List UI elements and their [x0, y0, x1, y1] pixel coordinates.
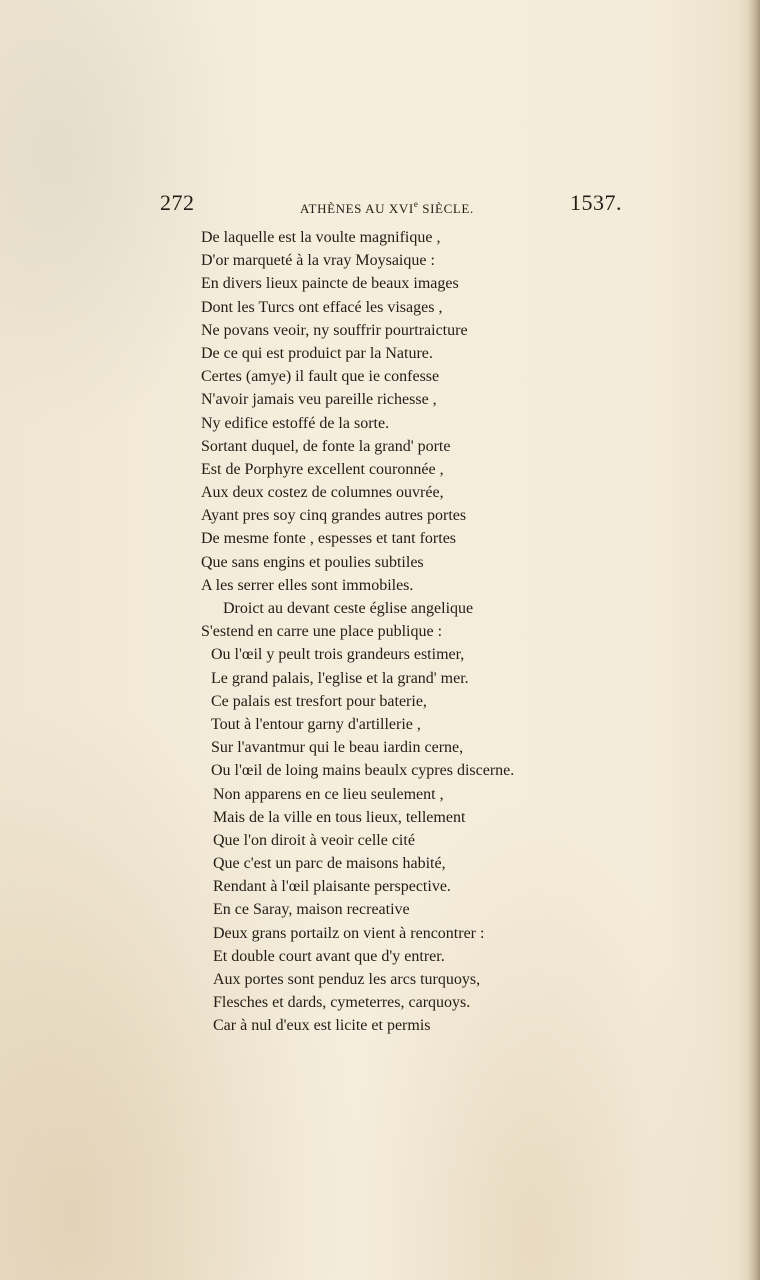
verse-line: Ou l'œil de loing mains beaulx cypres discerne.: [211, 762, 515, 780]
verse-line: A les serrer elles sont immobiles.: [201, 576, 414, 594]
verse-line: Ce palais est tresfort pour baterie,: [211, 692, 427, 710]
verse-line: De ce qui est produict par la Nature.: [201, 344, 433, 362]
verse-line: S'estend en carre une place publique :: [201, 623, 443, 641]
verse-line: Car à nul d'eux est licite et permis: [213, 1017, 431, 1035]
running-title-superscript: e: [413, 199, 419, 209]
verse-line: N'avoir jamais veu pareille richesse ,: [201, 391, 437, 409]
verse-line: Que l'on diroit à veoir celle cité: [213, 831, 415, 849]
year-marker: 1537.: [570, 190, 622, 215]
verse-line: De laquelle est la voulte magnifique ,: [201, 229, 441, 246]
verse-line: Sortant duquel, de fonte la grand' porte: [201, 437, 451, 455]
verse-line: De mesme fonte , espesses et tant fortes: [201, 530, 457, 548]
running-title: [300, 199, 474, 217]
verse-line: Que sans engins et poulies subtiles: [201, 553, 424, 571]
verse-line: Aux deux costez de columnes ouvrée,: [201, 484, 444, 502]
verse-line: Ayant pres soy cinq grandes autres portes: [201, 507, 467, 525]
page-number: 272: [160, 190, 195, 215]
verse-line: Dont les Turcs ont effacé les visages ,: [201, 298, 443, 316]
verse-line: Sur l'avantmur qui le beau iardin cerne,: [211, 739, 464, 757]
verse-line: Certes (amye) il fault que ie confesse: [201, 368, 440, 386]
verse-line: Est de Porphyre excellent couronnée ,: [201, 460, 444, 478]
verse-line: Et double court avant que d'y entrer.: [213, 947, 445, 965]
verse-line: Aux portes sont penduz les arcs turquoys,: [213, 971, 481, 988]
page-edge-shadow: [748, 0, 760, 1280]
verse-line: Le grand palais, l'eglise et la grand' mer.: [211, 669, 469, 687]
verse-line: Ou l'œil y peult trois grandeurs estimer,: [211, 646, 465, 664]
verse-line: Rendant à l'œil plaisante perspective.: [213, 878, 451, 896]
poem-text: [201, 226, 631, 1038]
verse-line: En divers lieux paincte de beaux images: [201, 275, 459, 293]
verse-line: Ne povans veoir, ny souffrir pourtraicture: [201, 321, 468, 339]
running-title-end: SIÈCLE.: [418, 201, 474, 216]
verse-line: Deux grans portailz on vient à rencontrer :: [213, 924, 485, 942]
verse-line: Flesches et dards, cymeterres, carquoys.: [213, 994, 471, 1012]
verse-line: Non apparens en ce lieu seulement ,: [213, 785, 444, 803]
verse-line: Que c'est un parc de maisons habité,: [213, 855, 446, 873]
verse-line: Droict au devant ceste église angelique: [223, 600, 474, 617]
running-title-text: ATHÈNES AU XVI: [300, 201, 414, 216]
verse-line: Ny edifice estoffé de la sorte.: [201, 414, 390, 432]
verse-line: D'or marqueté à la vray Moysaique :: [201, 252, 435, 270]
verse-line: Tout à l'entour garny d'artillerie ,: [211, 715, 421, 733]
verse-line: En ce Saray, maison recreative: [213, 901, 410, 919]
page-header: [160, 190, 622, 222]
verse-line: Mais de la ville en tous lieux, tellement: [213, 808, 466, 826]
